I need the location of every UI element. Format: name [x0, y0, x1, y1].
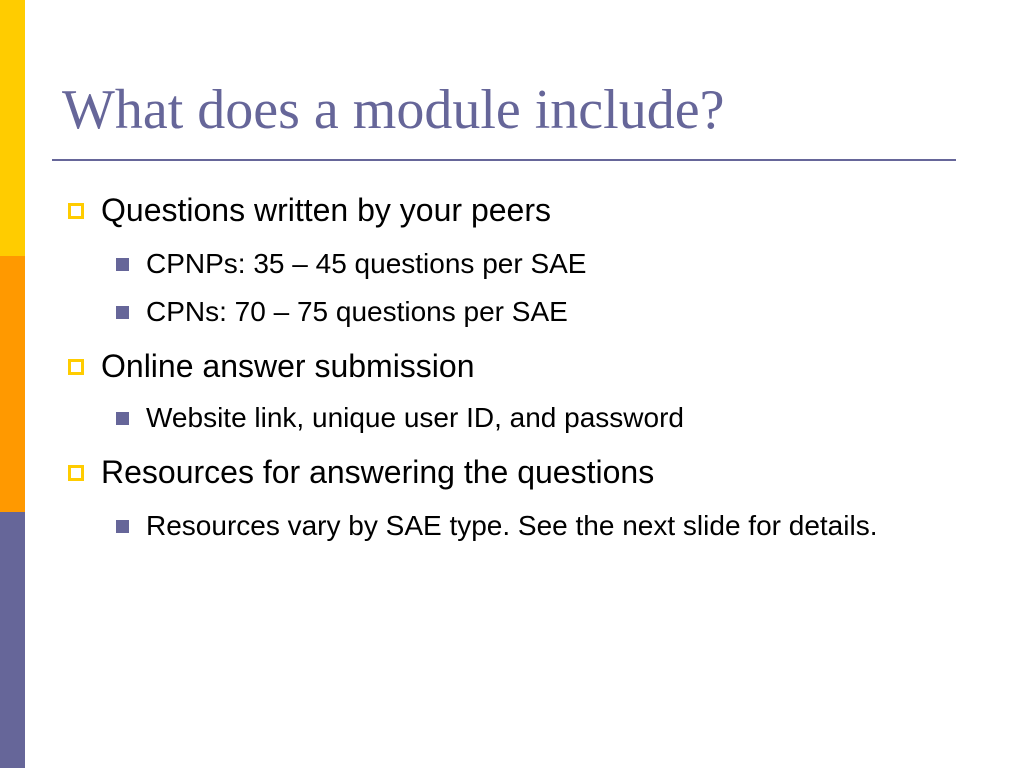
sub-bullet-cpns	[116, 292, 936, 332]
bullet-resources	[68, 454, 948, 490]
filled-square-bullet-icon	[116, 258, 129, 271]
filled-square-bullet-icon	[116, 520, 129, 533]
hollow-square-bullet-icon	[68, 465, 84, 481]
bullet-text: Online answer submission	[101, 348, 475, 384]
sub-bullet-cpnps	[116, 244, 936, 284]
bullet-online-submission	[68, 348, 948, 384]
slide-title: What does a module include?	[62, 79, 725, 141]
bullet-questions-peers	[68, 192, 948, 228]
sub-bullet-text: CPNs: 70 – 75 questions per SAE	[146, 296, 568, 327]
sub-bullet-text: Resources vary by SAE type. See the next slide for details.	[146, 510, 878, 541]
hollow-square-bullet-icon	[68, 359, 84, 375]
sub-bullet-resources-vary	[116, 506, 936, 546]
hollow-square-bullet-icon	[68, 203, 84, 219]
filled-square-bullet-icon	[116, 306, 129, 319]
bullet-text: Resources for answering the questions	[101, 454, 655, 490]
sub-bullet-website-link	[116, 398, 936, 438]
sub-bullet-text: Website link, unique user ID, and password	[146, 402, 684, 433]
filled-square-bullet-icon	[116, 412, 129, 425]
sub-bullet-text: CPNPs: 35 – 45 questions per SAE	[146, 248, 587, 279]
bullet-text: Questions written by your peers	[101, 192, 551, 228]
